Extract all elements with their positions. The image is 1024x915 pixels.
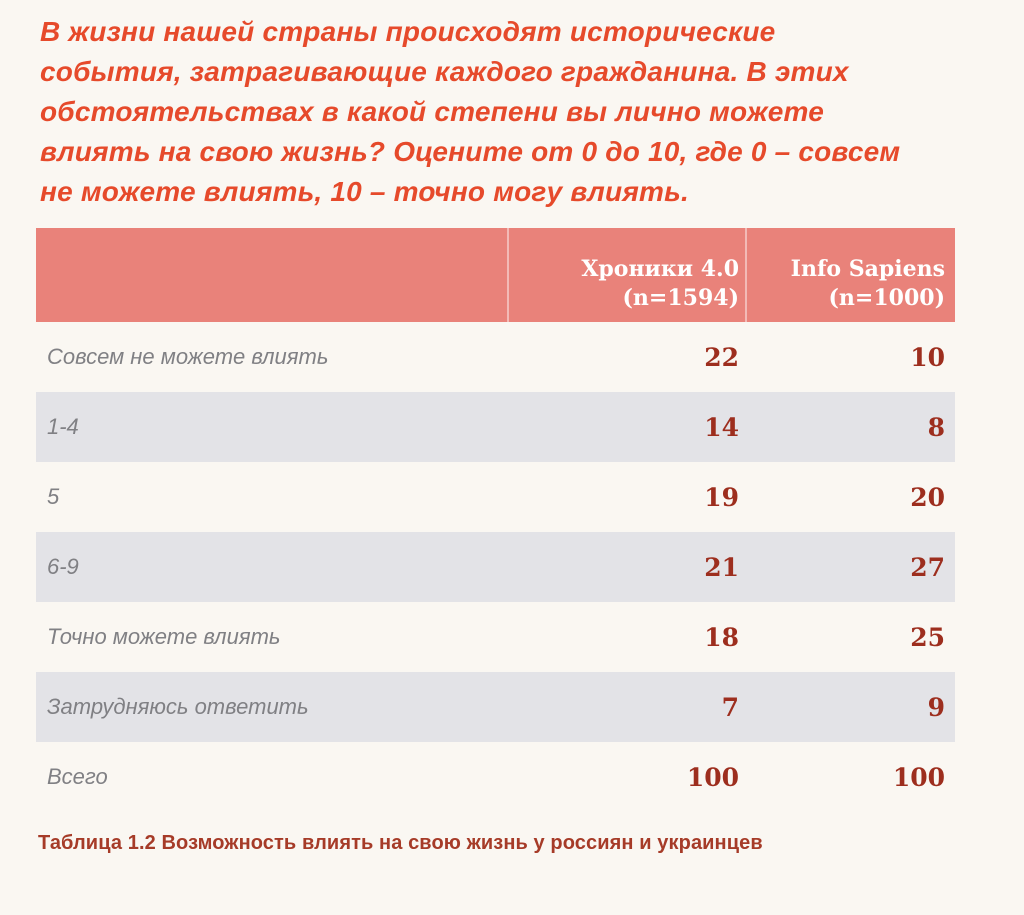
column-header-chronicles-sub: (n=1594) bbox=[622, 285, 739, 311]
column-header-info-sapiens-label: Info Sapiens bbox=[790, 256, 945, 282]
table-row bbox=[36, 532, 955, 602]
row-label: 6-9 bbox=[47, 554, 79, 579]
row-value-info-sapiens: 27 bbox=[910, 552, 945, 582]
table-header bbox=[36, 228, 955, 322]
table-row bbox=[36, 672, 955, 742]
page-title: В жизни нашей страны происходят исторические события, затрагивающие каждого гражданина. В этих обстоятельствах в какой степени вы лично можете влиять на свою жизнь? Оцените от 0 до 10, где 0 – совсем не можете влиять, 10 – точно могу влиять. bbox=[40, 16, 901, 207]
row-value-info-sapiens: 25 bbox=[910, 622, 945, 652]
table-row bbox=[36, 602, 955, 672]
row-value-chronicles: 100 bbox=[686, 762, 739, 792]
row-label: Точно можете влиять bbox=[47, 624, 281, 649]
data-table bbox=[36, 228, 955, 812]
table-row bbox=[36, 392, 955, 462]
column-header-chronicles bbox=[507, 228, 745, 322]
row-label: Совсем не можете влиять bbox=[47, 344, 329, 369]
row-value-info-sapiens: 10 bbox=[910, 342, 945, 372]
column-header-info-sapiens bbox=[745, 228, 955, 322]
table-row bbox=[36, 322, 955, 392]
row-value-chronicles: 18 bbox=[704, 622, 739, 652]
row-value-chronicles: 21 bbox=[704, 552, 739, 582]
table-row-total bbox=[36, 742, 955, 812]
row-value-info-sapiens: 9 bbox=[927, 692, 945, 722]
table-caption: Таблица 1.2 Возможность влиять на свою жизнь у россиян и украинцев bbox=[38, 832, 763, 854]
row-value-chronicles: 7 bbox=[721, 692, 739, 722]
row-value-info-sapiens: 20 bbox=[910, 482, 945, 512]
column-header-chronicles-label: Хроники 4.0 bbox=[581, 256, 739, 282]
row-value-chronicles: 22 bbox=[704, 342, 739, 372]
row-value-chronicles: 19 bbox=[704, 482, 739, 512]
column-header-info-sapiens-sub: (n=1000) bbox=[828, 285, 945, 311]
row-label: 1-4 bbox=[47, 414, 79, 439]
row-value-info-sapiens: 8 bbox=[927, 412, 945, 442]
column-header-empty bbox=[36, 228, 507, 322]
row-value-info-sapiens: 100 bbox=[892, 762, 945, 792]
row-label: 5 bbox=[47, 484, 60, 509]
row-value-chronicles: 14 bbox=[704, 412, 739, 442]
row-label: Затрудняюсь ответить bbox=[47, 694, 309, 719]
row-label: Всего bbox=[47, 764, 108, 789]
table-row bbox=[36, 462, 955, 532]
